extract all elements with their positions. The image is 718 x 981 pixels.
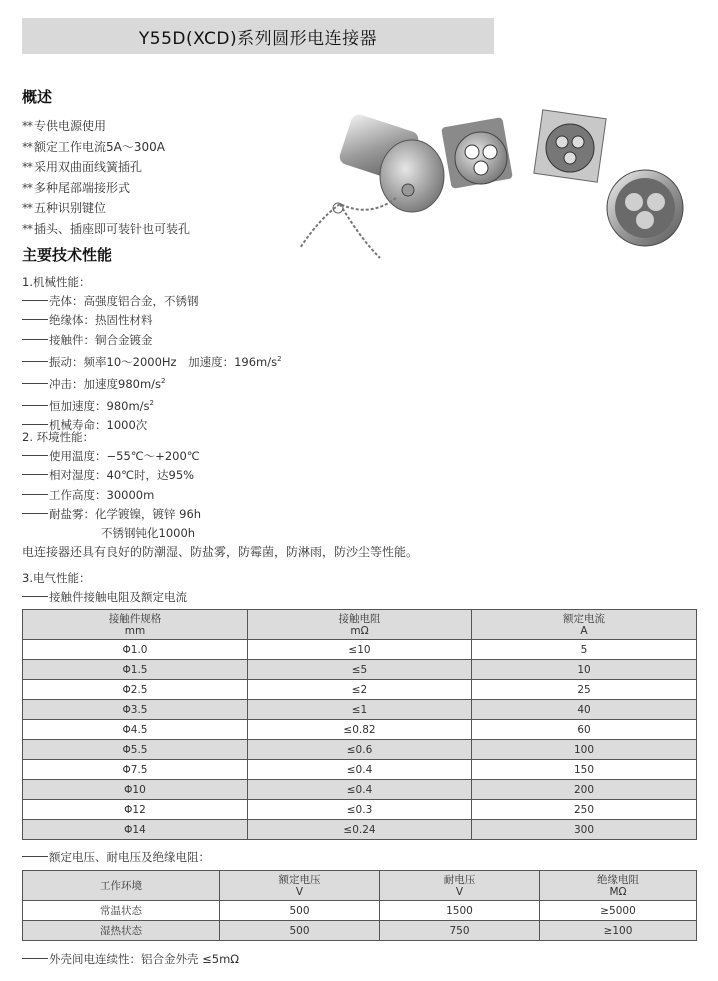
table-header-cell: 接触电阻 mΩ xyxy=(248,610,472,640)
table-row: Φ7.5 ≤0.4 150 xyxy=(23,760,697,780)
spec-line: 相对湿度：40℃时，达95% xyxy=(22,466,418,485)
contact-table xyxy=(22,609,697,840)
spec-line: 使用温度：−55℃～+200℃ xyxy=(22,447,418,466)
spec-line: 不锈钢钝化1000h xyxy=(101,526,196,541)
table-header-cell: 接触件规格 mm xyxy=(23,610,248,640)
table-header-row xyxy=(23,610,697,640)
table-row: Φ3.5 ≤1 40 xyxy=(23,700,697,720)
table-row: Φ4.5 ≤0.82 60 xyxy=(23,720,697,740)
mechanical-section xyxy=(22,273,282,435)
table-row: Φ5.5 ≤0.6 100 xyxy=(23,740,697,760)
connector-photos xyxy=(300,108,700,268)
environment-section xyxy=(22,428,418,562)
contact-table-caption: 接触件接触电阻及额定电流 xyxy=(22,588,187,607)
electrical-heading: 3.电气性能： xyxy=(22,571,91,585)
table-row: Φ1.5 ≤5 10 xyxy=(23,660,697,680)
table-row: Φ14 ≤0.24 300 xyxy=(23,820,697,840)
overview-heading: 概述 xyxy=(22,88,53,106)
spec-line: 接触件：铜合金镀金 xyxy=(22,331,282,350)
spec-line: 工作高度：30000m xyxy=(22,486,418,505)
environment-summary: 电连接器还具有良好的防潮湿、防盐雾，防霉菌，防淋雨，防沙尘等性能。 xyxy=(22,545,419,560)
shell-continuity: 外壳间电连续性：铝合金外壳 ≤5mΩ xyxy=(22,950,239,969)
spec-line: 冲击：加速度$980m/s^2$ xyxy=(22,372,282,394)
spec-line: 绝缘体：热固性材料 xyxy=(22,311,282,330)
table-header-row xyxy=(23,871,697,901)
electrical-section xyxy=(22,569,187,607)
page-title: Y55D(XCD)系列圆形电连接器 xyxy=(138,28,378,49)
plug-photo xyxy=(300,112,444,258)
table-row: 湿热状态 500 750 ≥100 xyxy=(23,921,697,941)
list-item: ** 五种识别键位 xyxy=(22,201,107,215)
environment-heading: 2. 环境性能： xyxy=(22,430,95,444)
list-item: ** 额定工作电流5A～300A xyxy=(22,139,165,154)
spec-line: 机械寿命：1000次 xyxy=(22,416,282,435)
list-item: ** 专供电源使用 xyxy=(22,119,107,133)
table-row: Φ1.0 ≤10 5 xyxy=(23,640,697,660)
round-face-photo xyxy=(607,170,683,246)
table-header-cell: 工作环境 xyxy=(23,871,220,901)
table-header-cell: 耐电压 V xyxy=(380,871,540,901)
flange-socket-photo xyxy=(534,110,606,182)
receptacle-photo xyxy=(441,117,513,189)
voltage-table xyxy=(22,870,697,941)
spec-line: 壳体：高强度铝合金，不锈钢 xyxy=(22,292,282,311)
list-item: ** 采用双曲面线簧插孔 xyxy=(22,160,143,174)
feature-list xyxy=(22,116,190,239)
table-row: Φ2.5 ≤2 25 xyxy=(23,680,697,700)
spec-line: 振动：频率10～2000Hz 加速度：$196m/s^2$ xyxy=(22,350,282,372)
table-row: Φ12 ≤0.3 250 xyxy=(23,800,697,820)
voltage-table-caption: 额定电压、耐电压及绝缘电阻： xyxy=(22,848,210,867)
table-header-cell: 额定电流 A xyxy=(472,610,697,640)
title-bar xyxy=(22,18,494,54)
mechanical-heading: 1.机械性能： xyxy=(22,275,91,289)
table-row: 常温状态 500 1500 ≥5000 xyxy=(23,901,697,921)
table-row: Φ10 ≤0.4 200 xyxy=(23,780,697,800)
specs-heading: 主要技术性能 xyxy=(22,246,113,264)
spec-line: 耐盐雾：化学镀镍，镀锌 96h xyxy=(22,505,418,524)
spec-line: 恒加速度：$980m/s^2$ xyxy=(22,394,282,416)
list-item: ** 插头、插座即可装针也可装孔 xyxy=(22,221,191,236)
list-item: ** 多种尾部端接形式 xyxy=(22,180,131,195)
table-header-cell: 额定电压 V xyxy=(220,871,380,901)
table-header-cell: 绝缘电阻 MΩ xyxy=(540,871,697,901)
